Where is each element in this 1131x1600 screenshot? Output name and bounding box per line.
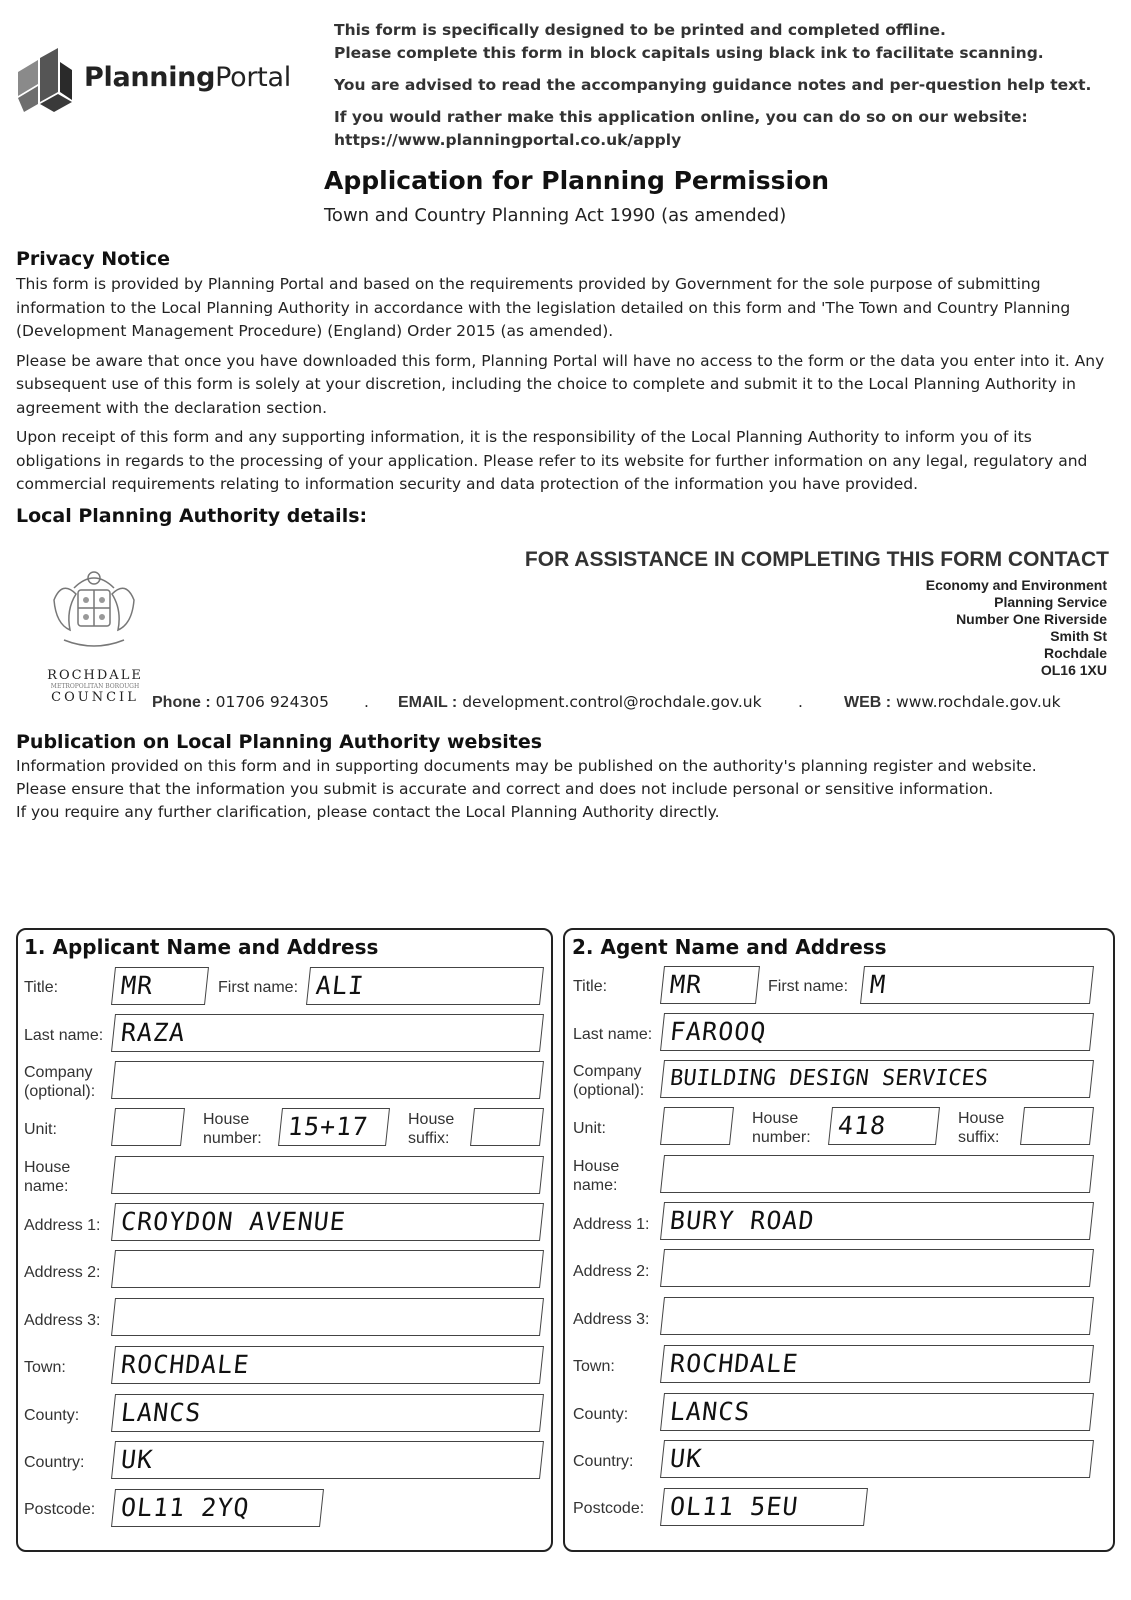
house-name-label: House name: bbox=[573, 1158, 620, 1194]
council-name-sub: METROPOLITAN BOROUGH bbox=[50, 683, 140, 690]
publication-line: If you require any further clarification, please contact the Local Planning Authority directly. bbox=[16, 803, 720, 821]
intro-line: If you would rather make this application online, you can do so on our website: bbox=[334, 108, 1028, 126]
town-label: Town: bbox=[24, 1359, 66, 1376]
agent-heading: 2. Agent Name and Address bbox=[572, 935, 887, 959]
lpa-address-line: OL16 1XU bbox=[1040, 662, 1107, 678]
house-suffix-label: House suffix: bbox=[408, 1111, 455, 1147]
agent-house-suffix-field[interactable] bbox=[1020, 1107, 1094, 1145]
privacy-body bbox=[16, 273, 1116, 503]
publication-line: Information provided on this form and in supporting documents may be published on the authority's planning register and website. bbox=[16, 757, 1037, 775]
agent-house-number-field[interactable]: 418 bbox=[828, 1107, 940, 1145]
agent-first-name-field[interactable]: M bbox=[860, 966, 1094, 1004]
agent-last-name-field[interactable]: FAROOQ bbox=[660, 1013, 1094, 1051]
lpa-phone: Phone : 01706 924305 bbox=[152, 693, 330, 711]
agent-company-field[interactable]: BUILDING DESIGN SERVICES bbox=[660, 1060, 1094, 1098]
applicant-company-field[interactable] bbox=[111, 1061, 544, 1099]
house-number-label: House number: bbox=[752, 1110, 811, 1146]
title-label: Title: bbox=[24, 979, 59, 996]
intro-instructions bbox=[334, 19, 1114, 152]
applicant-house-name-field[interactable] bbox=[111, 1156, 544, 1194]
applicant-house-number-field[interactable]: 15+17 bbox=[278, 1108, 390, 1146]
privacy-paragraph: Please be aware that once you have downloaded this form, Planning Portal will have no access to the form or the data you enter into it. Any subsequent use of this form is solely at your discretion, including the choice to complete and submit it to the Local Planning Authority in agreement with the declaration section. bbox=[16, 351, 1105, 417]
applicant-address3-field[interactable] bbox=[111, 1298, 544, 1336]
title-label: Title: bbox=[573, 978, 608, 995]
agent-unit-field[interactable] bbox=[660, 1107, 734, 1145]
applicant-county-field[interactable]: LANCS bbox=[111, 1394, 544, 1432]
privacy-paragraph: This form is provided by Planning Portal and based on the requirements provided by Government for the sole purpose of submitting information to the Local Planning Authority in accordance with the legislation detailed on this form and 'The Town and Country Planning (Development Management Procedure) (England) Order 2015 (as amended). bbox=[16, 275, 1071, 340]
planning-portal-wordmark: PlanningPortal bbox=[84, 62, 291, 93]
lpa-address-line: Planning Service bbox=[994, 594, 1107, 610]
publication-heading: Publication on Local Planning Authority websites bbox=[16, 731, 543, 753]
lpa-address-line: Smith St bbox=[1050, 628, 1107, 644]
contact-separator: . bbox=[364, 693, 369, 711]
unit-label: Unit: bbox=[573, 1120, 606, 1137]
company-label: Company (optional): bbox=[24, 1064, 96, 1100]
council-name-line2: COUNCIL bbox=[51, 690, 139, 705]
house-suffix-label: House suffix: bbox=[958, 1110, 1005, 1146]
council-name-line1: ROCHDALE bbox=[47, 668, 143, 683]
postcode-label: Postcode: bbox=[573, 1500, 645, 1517]
publication-body bbox=[16, 755, 1116, 824]
applicant-heading: 1. Applicant Name and Address bbox=[24, 935, 379, 959]
town-label: Town: bbox=[573, 1358, 615, 1375]
address3-label: Address 3: bbox=[573, 1311, 650, 1328]
agent-address3-field[interactable] bbox=[660, 1297, 1094, 1335]
apply-online-link[interactable]: https://www.planningportal.co.uk/apply bbox=[334, 131, 682, 149]
form-title: Application for Planning Permission bbox=[324, 166, 830, 195]
agent-postcode-field[interactable]: OL11 5EU bbox=[660, 1488, 868, 1526]
applicant-country-field[interactable]: UK bbox=[111, 1441, 544, 1479]
publication-line: Please ensure that the information you submit is accurate and correct and does not include personal or sensitive information. bbox=[16, 780, 994, 798]
last-name-label: Last name: bbox=[24, 1027, 104, 1044]
applicant-title-field[interactable]: MR bbox=[111, 967, 209, 1005]
county-label: County: bbox=[24, 1407, 80, 1424]
address2-label: Address 2: bbox=[24, 1264, 101, 1281]
lpa-email[interactable]: EMAIL : development.control@rochdale.gov.uk bbox=[398, 693, 762, 711]
contact-separator: . bbox=[798, 693, 803, 711]
agent-house-name-field[interactable] bbox=[660, 1155, 1094, 1193]
address3-label: Address 3: bbox=[24, 1312, 101, 1329]
lpa-heading: Local Planning Authority details: bbox=[16, 505, 368, 527]
agent-title-field[interactable]: MR bbox=[660, 966, 760, 1004]
privacy-paragraph: Upon receipt of this form and any supporting information, it is the responsibility of the Local Planning Authority to inform you of its obligations in regards to the processing of your application. Please refer to its website for further information on any legal, regulatory and commercial requirements relating to information security and data protection of the information you have provided. bbox=[16, 428, 1088, 493]
lpa-address-line: Number One Riverside bbox=[956, 611, 1107, 627]
agent-address1-field[interactable]: BURY ROAD bbox=[660, 1202, 1094, 1240]
assistance-heading: FOR ASSISTANCE IN COMPLETING THIS FORM CONTACT bbox=[524, 548, 1109, 571]
applicant-postcode-field[interactable]: OL11 2YQ bbox=[111, 1489, 324, 1527]
postcode-label: Postcode: bbox=[24, 1501, 96, 1518]
lpa-address-line: Rochdale bbox=[1043, 645, 1107, 661]
applicant-first-name-field[interactable]: ALI bbox=[306, 967, 544, 1005]
agent-country-field[interactable]: UK bbox=[660, 1440, 1094, 1478]
agent-county-field[interactable]: LANCS bbox=[660, 1393, 1094, 1431]
first-name-label: First name: bbox=[218, 979, 299, 996]
country-label: Country: bbox=[24, 1454, 85, 1471]
planning-portal-logo-icon bbox=[16, 46, 80, 118]
agent-address2-field[interactable] bbox=[660, 1249, 1094, 1287]
intro-line: You are advised to read the accompanying guidance notes and per-question help text. bbox=[334, 76, 1092, 94]
intro-line: Please complete this form in block capitals using black ink to facilitate scanning. bbox=[334, 44, 1044, 62]
applicant-address1-field[interactable]: CROYDON AVENUE bbox=[111, 1203, 544, 1241]
intro-line: This form is specifically designed to be printed and completed offline. bbox=[334, 21, 946, 39]
county-label: County: bbox=[573, 1406, 629, 1423]
last-name-label: Last name: bbox=[573, 1026, 653, 1043]
address1-label: Address 1: bbox=[24, 1217, 101, 1234]
applicant-town-field[interactable]: ROCHDALE bbox=[111, 1346, 544, 1384]
council-crest-icon bbox=[44, 560, 144, 660]
lpa-address bbox=[926, 577, 1107, 679]
applicant-address2-field[interactable] bbox=[111, 1250, 544, 1288]
lpa-web[interactable]: WEB : www.rochdale.gov.uk bbox=[844, 693, 1061, 711]
applicant-unit-field[interactable] bbox=[111, 1108, 185, 1146]
country-label: Country: bbox=[573, 1453, 634, 1470]
applicant-last-name-field[interactable]: RAZA bbox=[111, 1014, 544, 1052]
house-name-label: House name: bbox=[24, 1159, 71, 1195]
council-name bbox=[40, 668, 150, 705]
privacy-heading: Privacy Notice bbox=[16, 248, 170, 270]
company-label: Company (optional): bbox=[573, 1063, 645, 1099]
form-subtitle: Town and Country Planning Act 1990 (as amended) bbox=[324, 205, 787, 226]
agent-town-field[interactable]: ROCHDALE bbox=[660, 1345, 1094, 1383]
unit-label: Unit: bbox=[24, 1121, 57, 1138]
address1-label: Address 1: bbox=[573, 1216, 650, 1233]
lpa-address-line: Economy and Environment bbox=[925, 577, 1107, 593]
address2-label: Address 2: bbox=[573, 1263, 650, 1280]
applicant-house-suffix-field[interactable] bbox=[470, 1108, 544, 1146]
house-number-label: House number: bbox=[203, 1111, 262, 1147]
first-name-label: First name: bbox=[768, 978, 849, 995]
